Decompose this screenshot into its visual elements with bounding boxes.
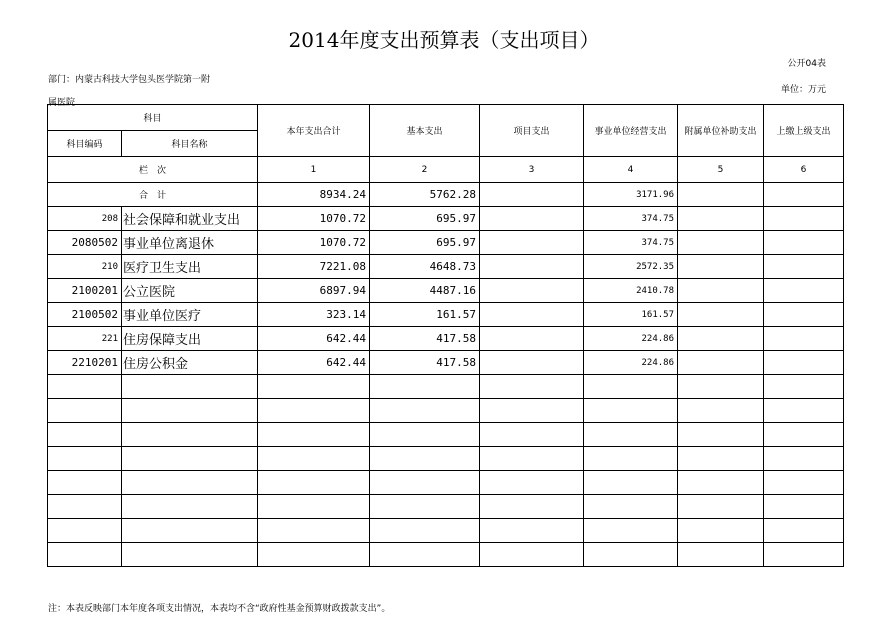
- empty-cell: [764, 471, 844, 495]
- cell-subsidy: [678, 231, 764, 255]
- total-total: 8934.24: [258, 183, 370, 207]
- empty-cell: [122, 399, 258, 423]
- empty-cell: [480, 543, 584, 567]
- cell-operating: 161.57: [584, 303, 678, 327]
- empty-cell: [678, 495, 764, 519]
- header-upper: 上缴上级支出: [764, 105, 844, 157]
- empty-cell: [764, 423, 844, 447]
- empty-cell: [258, 519, 370, 543]
- empty-cell: [584, 495, 678, 519]
- cell-operating: 224.86: [584, 327, 678, 351]
- total-project: [480, 183, 584, 207]
- cell-name: 住房保障支出: [122, 327, 258, 351]
- total-subsidy: [678, 183, 764, 207]
- budget-table: [47, 104, 844, 567]
- empty-cell: [370, 447, 480, 471]
- cell-total: 1070.72: [258, 231, 370, 255]
- empty-cell: [480, 399, 584, 423]
- page-title: 2014年度支出预算表（支出项目）: [288, 28, 600, 52]
- empty-cell: [584, 375, 678, 399]
- column-number-row: [48, 157, 844, 183]
- table-row: [48, 303, 844, 327]
- empty-cell: [764, 495, 844, 519]
- empty-row: [48, 423, 844, 447]
- empty-cell: [258, 447, 370, 471]
- empty-cell: [370, 399, 480, 423]
- cell-upper: [764, 351, 844, 375]
- cell-project: [480, 255, 584, 279]
- empty-cell: [480, 375, 584, 399]
- empty-cell: [678, 399, 764, 423]
- empty-cell: [584, 519, 678, 543]
- total-row: [48, 183, 844, 207]
- header-basic: 基本支出: [370, 105, 480, 157]
- cell-subsidy: [678, 303, 764, 327]
- header-project: 项目支出: [480, 105, 584, 157]
- empty-cell: [122, 375, 258, 399]
- cell-upper: [764, 303, 844, 327]
- empty-row: [48, 447, 844, 471]
- header-name: 科目名称: [122, 131, 258, 157]
- empty-cell: [48, 423, 122, 447]
- cell-code: 208: [48, 207, 122, 231]
- table-row: [48, 351, 844, 375]
- column-number: 4: [584, 157, 678, 183]
- empty-cell: [480, 519, 584, 543]
- cell-basic: 4648.73: [370, 255, 480, 279]
- header-subject: 科目: [48, 105, 258, 131]
- cell-code: 2100502: [48, 303, 122, 327]
- cell-code: 221: [48, 327, 122, 351]
- empty-cell: [764, 447, 844, 471]
- cell-name: 住房公积金: [122, 351, 258, 375]
- column-number: 5: [678, 157, 764, 183]
- empty-row: [48, 375, 844, 399]
- empty-row: [48, 471, 844, 495]
- cell-project: [480, 231, 584, 255]
- cell-subsidy: [678, 279, 764, 303]
- cell-operating: 374.75: [584, 231, 678, 255]
- empty-cell: [370, 543, 480, 567]
- cell-upper: [764, 279, 844, 303]
- cell-project: [480, 207, 584, 231]
- empty-cell: [678, 543, 764, 567]
- cell-upper: [764, 231, 844, 255]
- empty-cell: [584, 471, 678, 495]
- cell-operating: 224.86: [584, 351, 678, 375]
- cell-total: 642.44: [258, 351, 370, 375]
- empty-cell: [258, 423, 370, 447]
- empty-cell: [122, 543, 258, 567]
- cell-total: 642.44: [258, 327, 370, 351]
- unit-label: 单位：万元: [780, 85, 826, 95]
- empty-cell: [584, 543, 678, 567]
- empty-cell: [480, 471, 584, 495]
- cell-upper: [764, 207, 844, 231]
- table-row: [48, 279, 844, 303]
- cell-operating: 2572.35: [584, 255, 678, 279]
- cell-total: 323.14: [258, 303, 370, 327]
- empty-cell: [122, 519, 258, 543]
- column-number: 2: [370, 157, 480, 183]
- empty-cell: [48, 495, 122, 519]
- empty-cell: [584, 423, 678, 447]
- empty-cell: [48, 399, 122, 423]
- column-number: 6: [764, 157, 844, 183]
- cell-subsidy: [678, 207, 764, 231]
- empty-cell: [122, 447, 258, 471]
- total-operating: 3171.96: [584, 183, 678, 207]
- cell-name: 医疗卫生支出: [122, 255, 258, 279]
- cell-upper: [764, 327, 844, 351]
- empty-cell: [584, 447, 678, 471]
- total-basic: 5762.28: [370, 183, 480, 207]
- cell-name: 公立医院: [122, 279, 258, 303]
- cell-total: 1070.72: [258, 207, 370, 231]
- department-line-1: 部门：内蒙古科技大学包头医学院第一附: [48, 75, 211, 85]
- cell-basic: 695.97: [370, 207, 480, 231]
- department-line-2: 属医院: [48, 98, 76, 108]
- empty-cell: [678, 375, 764, 399]
- empty-cell: [764, 543, 844, 567]
- cell-basic: 695.97: [370, 231, 480, 255]
- cell-name: 事业单位离退休: [122, 231, 258, 255]
- cell-name: 社会保障和就业支出: [122, 207, 258, 231]
- empty-cell: [480, 423, 584, 447]
- empty-cell: [678, 447, 764, 471]
- table-row: [48, 327, 844, 351]
- empty-cell: [122, 471, 258, 495]
- cell-project: [480, 327, 584, 351]
- empty-cell: [370, 471, 480, 495]
- cell-operating: 374.75: [584, 207, 678, 231]
- cell-basic: 4487.16: [370, 279, 480, 303]
- cell-basic: 417.58: [370, 351, 480, 375]
- empty-cell: [258, 495, 370, 519]
- column-row-label: 栏 次: [48, 157, 258, 183]
- cell-total: 7221.08: [258, 255, 370, 279]
- empty-row: [48, 519, 844, 543]
- header-operating: 事业单位经营支出: [584, 105, 678, 157]
- cell-code: 2210201: [48, 351, 122, 375]
- table-row: [48, 231, 844, 255]
- cell-subsidy: [678, 327, 764, 351]
- empty-cell: [584, 399, 678, 423]
- header-subsidy: 附属单位补助支出: [678, 105, 764, 157]
- header-total: 本年支出合计: [258, 105, 370, 157]
- empty-row: [48, 543, 844, 567]
- empty-cell: [678, 471, 764, 495]
- cell-operating: 2410.78: [584, 279, 678, 303]
- cell-project: [480, 279, 584, 303]
- empty-cell: [370, 375, 480, 399]
- empty-cell: [370, 423, 480, 447]
- cell-total: 6897.94: [258, 279, 370, 303]
- empty-cell: [48, 519, 122, 543]
- empty-cell: [370, 519, 480, 543]
- empty-cell: [480, 495, 584, 519]
- cell-project: [480, 303, 584, 327]
- empty-cell: [678, 423, 764, 447]
- table-row: [48, 255, 844, 279]
- empty-cell: [48, 447, 122, 471]
- header-code: 科目编码: [48, 131, 122, 157]
- empty-row: [48, 495, 844, 519]
- table-row: [48, 207, 844, 231]
- empty-cell: [122, 423, 258, 447]
- cell-code: 210: [48, 255, 122, 279]
- empty-cell: [258, 399, 370, 423]
- form-code: 公开04表: [787, 59, 826, 69]
- cell-code: 2080502: [48, 231, 122, 255]
- cell-name: 事业单位医疗: [122, 303, 258, 327]
- footnote: 注：本表反映部门本年度各项支出情况，本表均不含“政府性基金预算财政拨款支出”。: [48, 604, 391, 614]
- column-number: 3: [480, 157, 584, 183]
- empty-cell: [258, 543, 370, 567]
- empty-cell: [122, 495, 258, 519]
- cell-subsidy: [678, 351, 764, 375]
- empty-cell: [258, 471, 370, 495]
- total-upper: [764, 183, 844, 207]
- empty-cell: [764, 375, 844, 399]
- empty-cell: [764, 519, 844, 543]
- cell-upper: [764, 255, 844, 279]
- empty-cell: [48, 471, 122, 495]
- cell-basic: 161.57: [370, 303, 480, 327]
- empty-cell: [370, 495, 480, 519]
- empty-cell: [48, 375, 122, 399]
- cell-code: 2100201: [48, 279, 122, 303]
- column-number: 1: [258, 157, 370, 183]
- empty-row: [48, 399, 844, 423]
- total-label: 合 计: [48, 183, 258, 207]
- empty-cell: [48, 543, 122, 567]
- cell-basic: 417.58: [370, 327, 480, 351]
- empty-cell: [258, 375, 370, 399]
- cell-project: [480, 351, 584, 375]
- empty-cell: [480, 447, 584, 471]
- cell-subsidy: [678, 255, 764, 279]
- empty-cell: [764, 399, 844, 423]
- empty-cell: [678, 519, 764, 543]
